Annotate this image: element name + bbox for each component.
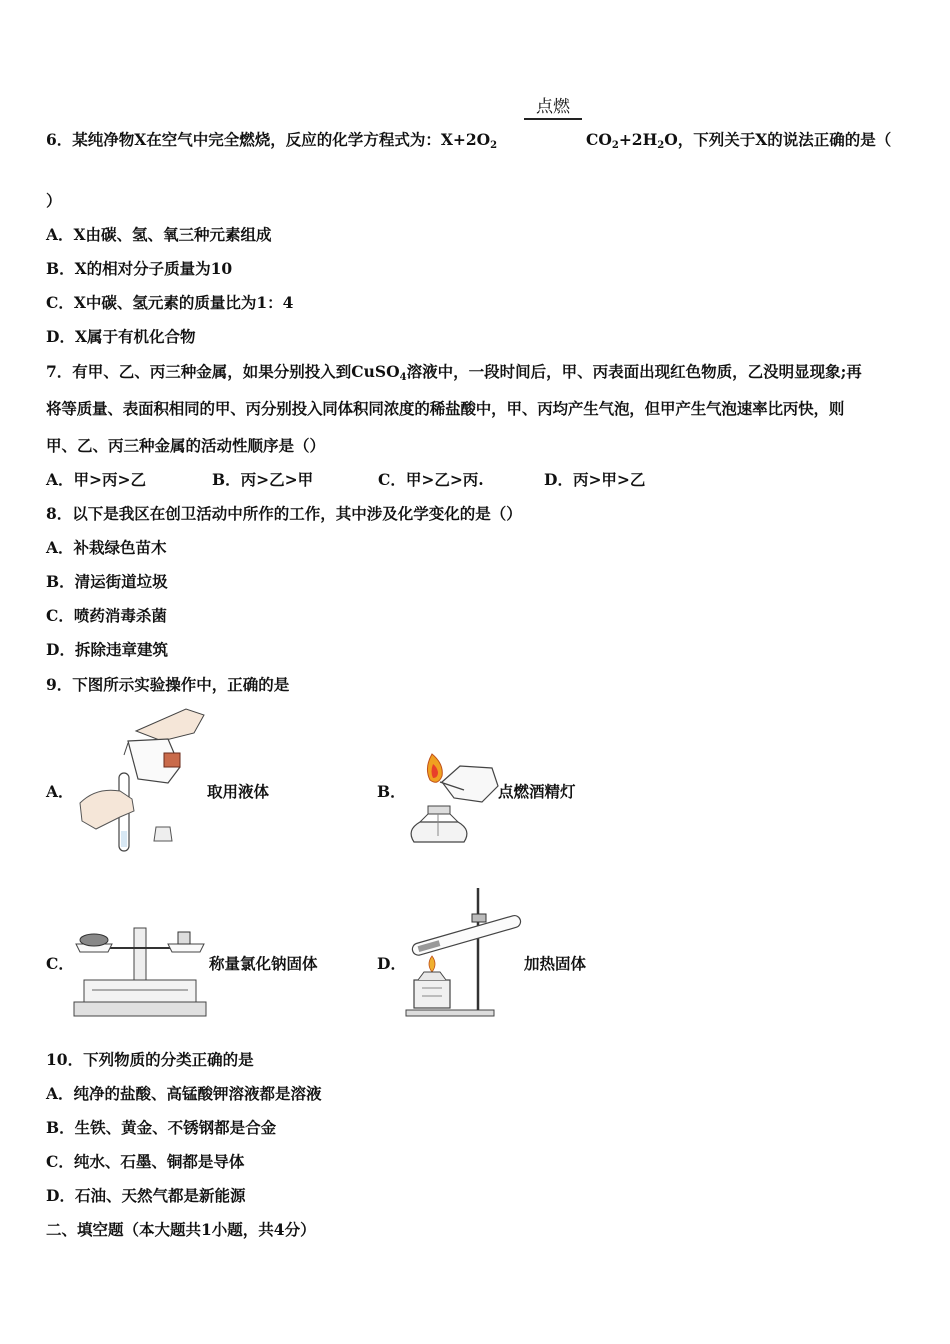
q7-line-2: 将等质量、表面积相同的甲、丙分别投入同体积同浓度的稀盐酸中，甲、丙均产生气泡，但甲产生气泡速率比丙快，则 xyxy=(46,399,845,418)
reaction-condition xyxy=(522,92,584,117)
q6-close-paren: ） xyxy=(46,191,62,210)
q7-line-3: 甲、乙、丙三种金属的活动性顺序是（） xyxy=(46,436,326,455)
q6-subscript: 2 xyxy=(611,140,619,151)
q6-stem-tail: O，下列关于X的说法正确的是（ xyxy=(664,130,892,149)
q6-product-h2o: +2H xyxy=(618,130,658,149)
q9-caption-c: 称量氯化钠固体 xyxy=(209,954,318,973)
q9-caption-d: 加热固体 xyxy=(524,954,587,973)
q6-subscript: 2 xyxy=(657,140,665,151)
q9-letter-a: A． xyxy=(46,782,74,801)
balance-figure xyxy=(72,922,208,1018)
q8-option-d: D．拆除违章建筑 xyxy=(46,640,168,659)
q6-option-d: D．X属于有机化合物 xyxy=(46,327,196,346)
q7-option-c: C．甲>乙>丙. xyxy=(378,470,484,489)
q9-stem: 9．下图所示实验操作中，正确的是 xyxy=(46,675,290,694)
q6-stem xyxy=(46,128,497,151)
q7-line-1 xyxy=(46,360,862,383)
q7-option-a: A．甲>丙>乙 xyxy=(46,470,147,489)
heat-solid-figure xyxy=(404,884,526,1018)
q8-option-b: B．清运街道垃圾 xyxy=(46,572,168,591)
q10-option-c: C．纯水、石墨、铜都是导体 xyxy=(46,1152,245,1171)
q9-caption-a: 取用液体 xyxy=(207,782,270,801)
q6-stem-end xyxy=(586,128,891,151)
q8-option-a: A．补栽绿色苗木 xyxy=(46,538,167,557)
q9-letter-b: B． xyxy=(377,782,406,801)
q8-stem: 8．以下是我区在创卫活动中所作的工作，其中涉及化学变化的是（） xyxy=(46,504,522,523)
q6-subscript: 2 xyxy=(490,140,498,151)
q6-option-c: C．X中碳、氢元素的质量比为1：4 xyxy=(46,293,294,312)
q10-option-d: D．石油、天然气都是新能源 xyxy=(46,1186,246,1205)
alcohol-lamp-figure xyxy=(402,746,502,854)
q9-letter-d: D． xyxy=(377,954,406,973)
reaction-condition-text: 点燃 xyxy=(536,97,570,117)
q6-option-a: A．X由碳、氢、氧三种元素组成 xyxy=(46,225,272,244)
q6-option-b: B．X的相对分子质量为10 xyxy=(46,259,233,278)
q10-stem: 10．下列物质的分类正确的是 xyxy=(46,1050,254,1069)
q9-caption-b: 点燃酒精灯 xyxy=(498,782,576,801)
q7-line-1-end: 溶液中，一段时间后，甲、丙表面出现红色物质，乙没明显现象;再 xyxy=(406,362,862,381)
q10-option-a: A．纯净的盐酸、高锰酸钾溶液都是溶液 xyxy=(46,1084,322,1103)
q8-option-c: C．喷药消毒杀菌 xyxy=(46,606,167,625)
q7-subscript: 4 xyxy=(399,372,407,383)
q10-option-b: B．生铁、黄金、不锈钢都是合金 xyxy=(46,1118,277,1137)
section-2-heading: 二、填空题（本大题共1小题，共4分） xyxy=(46,1220,316,1239)
q7-option-b: B．丙>乙>甲 xyxy=(212,470,314,489)
q9-letter-c: C． xyxy=(46,954,74,973)
q7-option-d: D．丙>甲>乙 xyxy=(544,470,646,489)
q7-line-1-start: 7．有甲、乙、丙三种金属，如果分别投入到CuSO xyxy=(46,362,400,381)
pour-liquid-figure xyxy=(76,703,206,853)
q6-product-co2: CO xyxy=(586,130,612,149)
reaction-arrow-line xyxy=(524,118,582,120)
q6-stem-start: 6．某纯净物X在空气中完全燃烧，反应的化学方程式为：X+2O xyxy=(46,130,491,149)
